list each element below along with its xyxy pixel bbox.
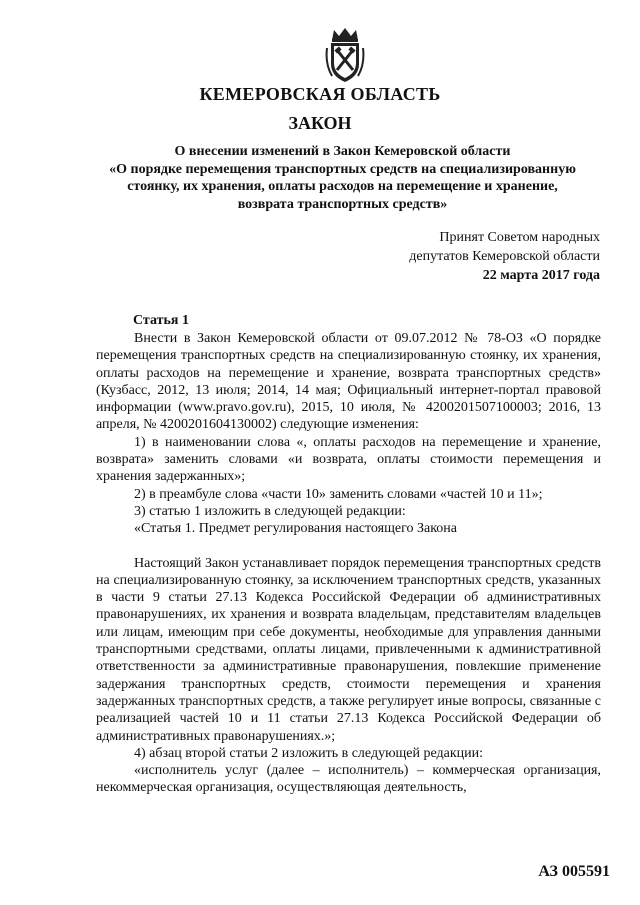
article-paragraph: Настоящий Закон устанавливает порядок перемещения транспортных средств на специализированную стоянку, за исключением транспортных средств, указанных в части 9 статьи 27.13 Кодекса Российской Федерации об административных правонарушениях, их хранения и возврата владельцам, представителям владельцев или лицам, имеющим при себе документы, необходимые для управления данными транспортными средствами, оплаты лицами, привлеченными к административной ответственности за административные правонарушения, повлекшие применение задержания транспортных средств, стоимости перемещения и хранения задержанных транспортных средств, а также регулирует иные вопросы, связанные с реализацией частей 10 и 11 статьи 27.13 Кодекса Российской Федерации об административных правонарушениях.»; bbox=[96, 555, 601, 744]
adoption-line: Принят Советом народных bbox=[439, 230, 600, 245]
coat-of-arms-icon bbox=[324, 26, 366, 84]
article-paragraph: «Статья 1. Предмет регулирования настоящего Закона bbox=[134, 521, 458, 537]
article-paragraph: 3) статью 1 изложить в следующей редакции: bbox=[134, 503, 406, 519]
article-paragraph: «исполнитель услуг (далее – исполнитель) – коммерческая организация, некоммерческая организация, осуществляющая деятельность, bbox=[96, 763, 601, 796]
article-heading: Статья 1 bbox=[133, 313, 189, 328]
law-title-line: «О порядке перемещения транспортных средств на специализированную bbox=[109, 161, 576, 177]
law-title-line: О внесении изменений в Закон Кемеровской области bbox=[174, 144, 511, 159]
adoption-block bbox=[409, 228, 600, 285]
adoption-line: депутатов Кемеровской области bbox=[409, 249, 600, 264]
article-body bbox=[96, 330, 601, 797]
article-paragraph: 1) в наименовании слова «, оплаты расходов на перемещение и хранение, возврата» заменить словами «и возврата, оплаты стоимости перемещения и хранения задержанных»; bbox=[96, 434, 601, 485]
article-paragraph: 4) абзац второй статьи 2 изложить в следующей редакции: bbox=[134, 745, 484, 761]
law-title-line: стоянку, их хранения, оплаты расходов на перемещение и хранение, bbox=[127, 179, 558, 194]
article-paragraph: Внести в Закон Кемеровской области от 09.07.2012 № 78-ОЗ «О порядке перемещения транспортных средств на специализированную стоянку, их хранения, оплаты расходов на перемещение и хранение, возврата транспортных средств» (Кузбасс, 2012, 13 июля; 2014, 14 мая; Официальный интернет-портал правовой информации (www.pravo.gov.ru), 2015, 10 июля, № 4200201507100003; 2016, 13 апреля, № 4200201604130002) следующие изменения: bbox=[96, 331, 601, 433]
serial-stamp: АЗ 005591 bbox=[538, 863, 610, 880]
article-paragraph: 2) в преамбуле слова «части 10» заменить словами «частей 10 и 11»; bbox=[134, 486, 543, 502]
document-type-heading: ЗАКОН bbox=[288, 113, 352, 133]
law-title bbox=[70, 143, 615, 213]
adoption-date: 22 марта 2017 года bbox=[482, 268, 600, 283]
region-heading: КЕМЕРОВСКАЯ ОБЛАСТЬ bbox=[199, 84, 441, 104]
law-title-line: возврата транспортных средств» bbox=[237, 196, 448, 212]
